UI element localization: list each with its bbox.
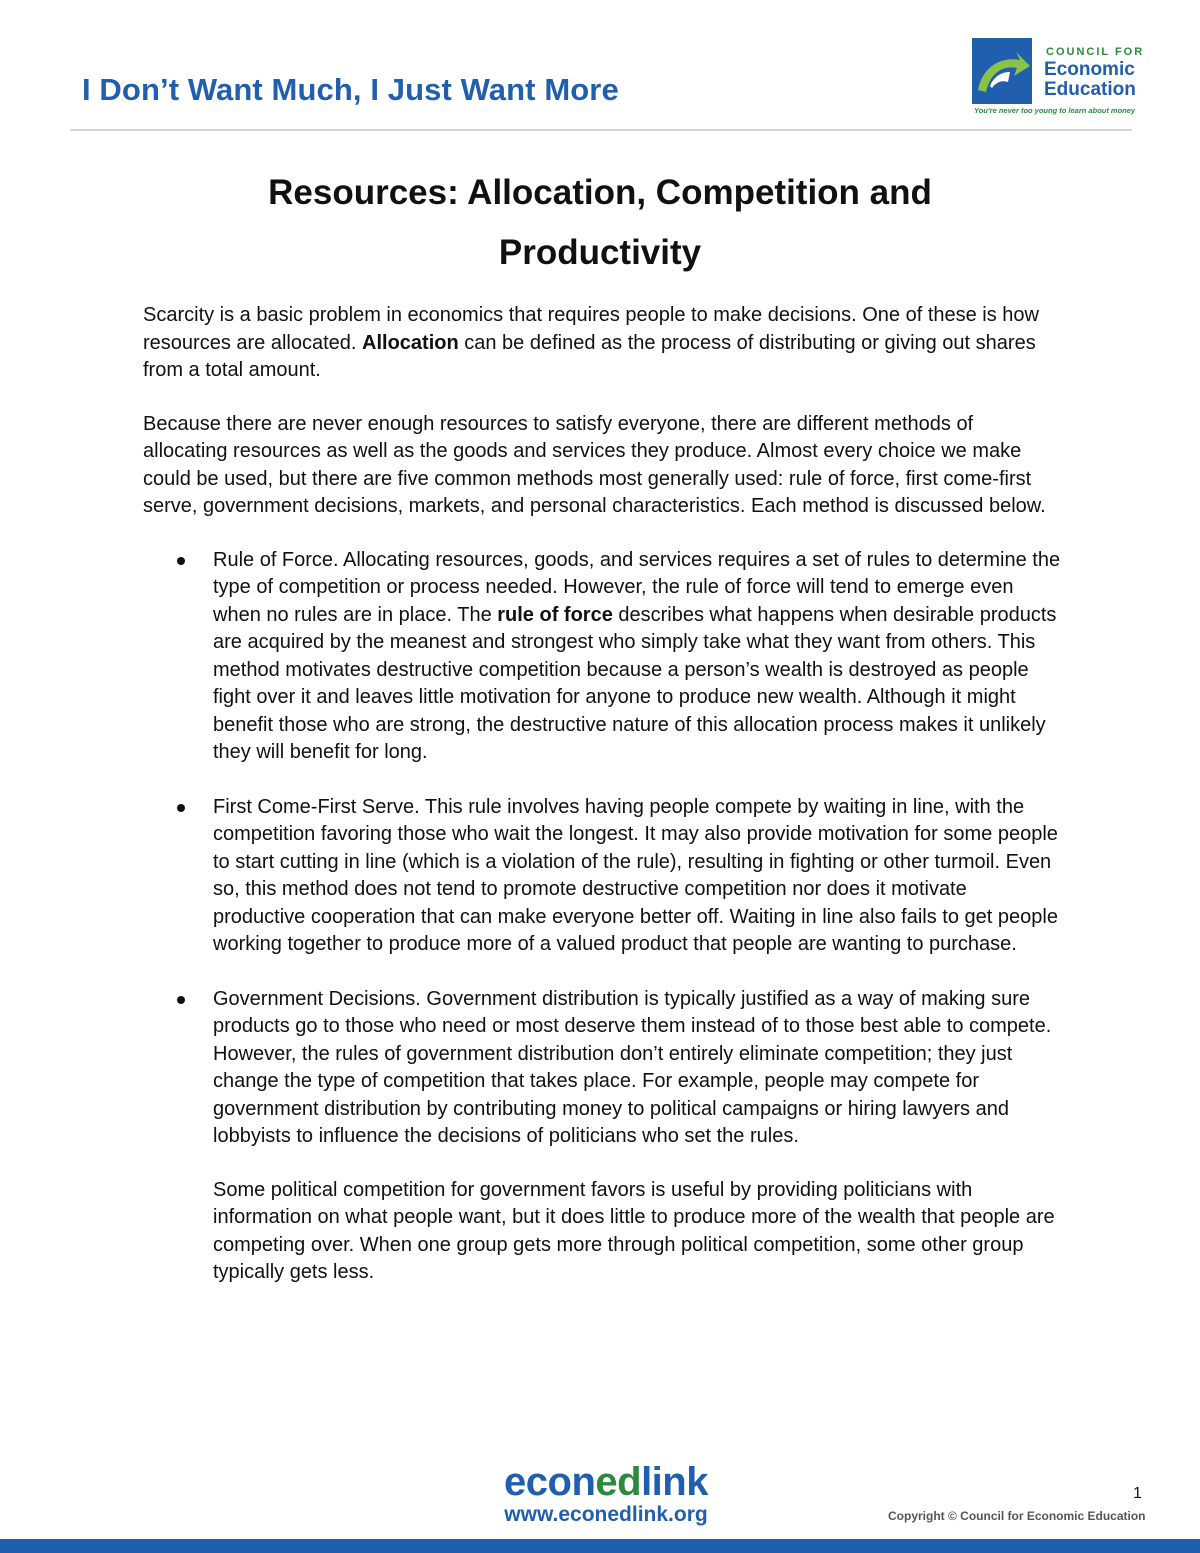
list-item-text: First Come-First Serve. This rule involves having people compete by waiting in line, with the competition favoring those who wait the longest. It may also provide motivation for some people to start cutting in line (which is a violation of the rule), resulting in fighting or other turmoil. Even so, this method does not tend to promote destructive competition nor does it motivate productive cooperation that can make everyone better off. Waiting in line also fails to get people working together to produce more of a valued product that people are wanting to purchase. — [213, 795, 1058, 955]
copyright-notice: Copyright © Council for Economic Education — [888, 1509, 1146, 1523]
list-item-rule-of-force — [143, 547, 1063, 767]
list-item-government-decisions — [143, 986, 1063, 1151]
econedlink-wordmark — [486, 1460, 726, 1504]
econedlink-logo[interactable] — [486, 1460, 726, 1526]
document-title-line-1: Resources: Allocation, Competition and — [268, 173, 932, 212]
list-item-text: Government Decisions. Government distribution is typically justified as a way of making sure products go to those who need or most deserve them instead of to those best able to compete. However, the rules of government distribution don’t entirely eliminate competition; they just change the type of competition that takes place. For example, people may compete for government distribution by contributing money to political campaigns or hiring lawyers and lobbyists to influence the decisions of politicians who set the rules. — [213, 987, 1052, 1147]
paragraph-scarcity — [143, 302, 1063, 385]
term-allocation: Allocation — [362, 331, 459, 354]
allocation-methods-list — [143, 547, 1063, 1151]
wordmark-ed: ed — [595, 1460, 642, 1504]
cee-logo-council-for: COUNCIL FOR — [1046, 46, 1145, 58]
cee-logo-economic: Economic — [1044, 59, 1135, 80]
header-title: I Don’t Want Much, I Just Want More — [82, 72, 619, 107]
paragraph-scarcity-text: Scarcity is a basic problem in economics that requires people to make decisions. One of these is how resources are allocated. — [143, 304, 1039, 354]
paragraph-methods: Because there are never enough resources to satisfy everyone, there are different methods of allocating resources as well as the goods and services they produce. Almost every choice we make could be used, but there are five common methods most generally used: rule of force, first come-first serve, government decisions, markets, and personal characteristics. Each method is discussed below. — [143, 412, 1046, 517]
econedlink-url-link[interactable]: www.econedlink.org — [504, 1503, 708, 1526]
wordmark-link: link — [641, 1460, 708, 1504]
paragraph-political-competition: Some political competition for government favors is useful by providing politicians with information on what people want, but it does little to produce more of the wealth that people are competing over. When one group gets more through political competition, some other group typically gets less. — [213, 1178, 1055, 1283]
cee-logo-tagline: You're never too young to learn about money — [974, 106, 1136, 115]
footer-bar — [0, 1539, 1200, 1553]
rule-of-force-text: Rule of Force. Allocating resources, goods, and services requires a set of rules to determine the type of competition or process needed. However, the rule of force will tend to emerge even when no rules are in place. The — [213, 548, 1061, 626]
bullet-icon — [177, 557, 185, 565]
cee-logo-mark — [972, 38, 1032, 104]
term-rule-of-force: rule of force — [497, 603, 613, 626]
header-divider — [70, 129, 1132, 131]
document-title-line-2: Productivity — [498, 233, 702, 272]
cee-leaf-arrow-icon — [972, 38, 1032, 104]
page-number: 1 — [1133, 1485, 1142, 1502]
document-body — [143, 302, 1063, 1313]
cee-logo-education: Education — [1044, 79, 1136, 100]
council-for-economic-education-logo — [972, 38, 1145, 118]
document-title — [140, 163, 1060, 283]
list-item-first-come-first-serve — [143, 794, 1063, 959]
wordmark-econ: econ — [504, 1460, 596, 1504]
list-item-text — [213, 547, 1063, 767]
bullet-icon — [177, 804, 185, 812]
paragraph-scarcity-text-2: can be defined as the process of distributing or giving out shares from a total amount. — [143, 331, 1036, 381]
bullet-icon — [177, 996, 185, 1004]
rule-of-force-text-2: describes what happens when desirable products are acquired by the meanest and strongest who simply take what they want from others. This method motivates destructive competition because a person’s wealth is destroyed as people fight over it and leaves little motivation for anyone to produce new wealth. Although it might benefit those who are strong, the destructive nature of this allocation process makes it unlikely they will benefit for long. — [213, 603, 1057, 763]
